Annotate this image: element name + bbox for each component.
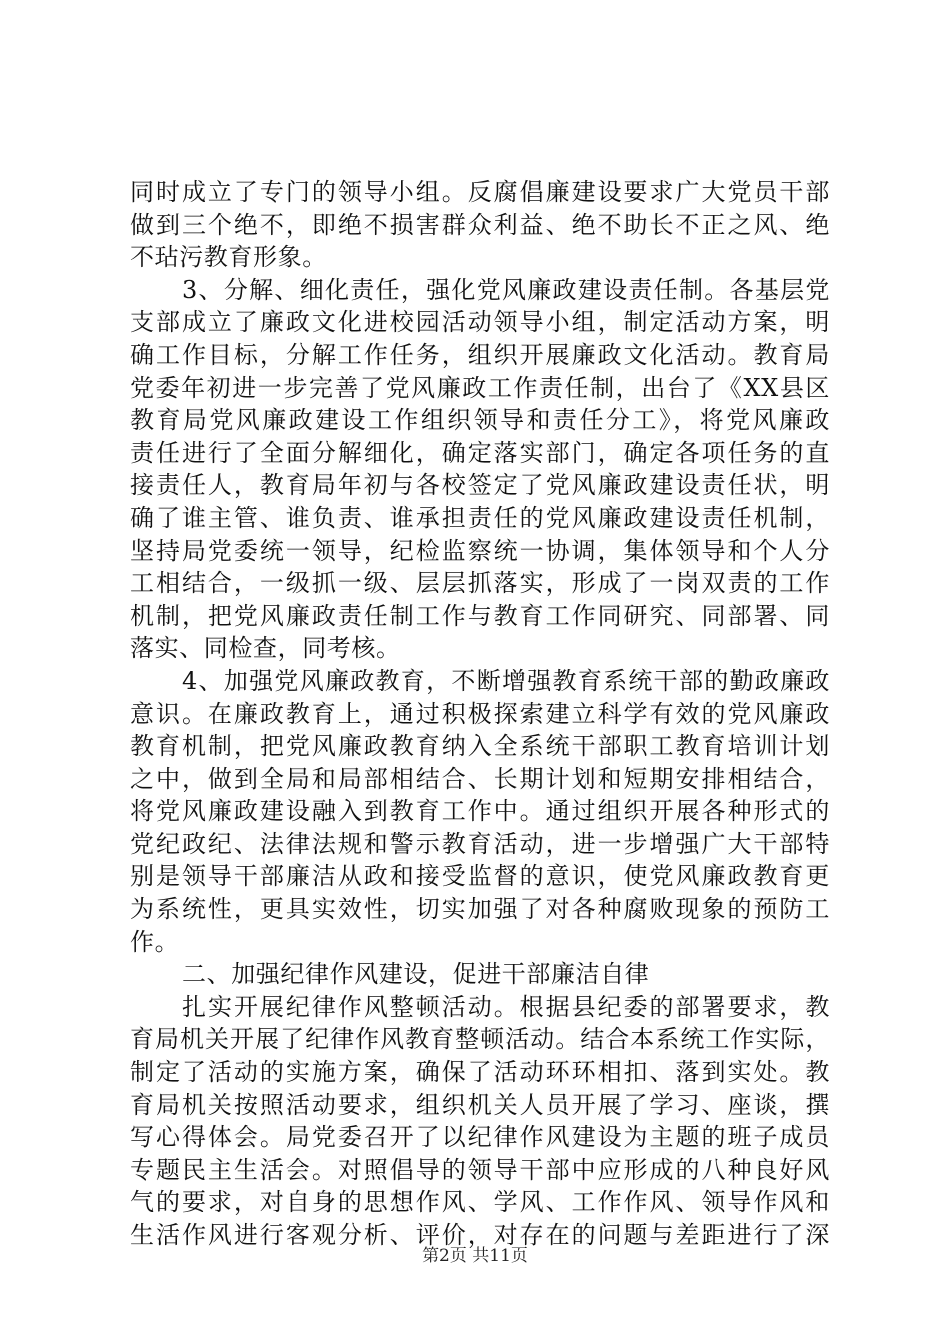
text-line: 同时成立了专门的领导小组。反腐倡廉建设要求广大党员干部 (130, 178, 830, 206)
text-line: 落实、同检查，同考核。 (130, 634, 401, 663)
text-line: 为系统性，更具实效性，切实加强了对各种腐败现象的预防工 (130, 895, 830, 924)
text-line: 确了谁主管、谁负责、谁承担责任的党风廉政建设责任机制， (130, 503, 830, 532)
text-line: 教育局党风廉政建设工作组织领导和责任分工》，将党风廉政 (130, 406, 830, 435)
text-line: 意识。在廉政教育上，通过积极探索建立科学有效的党风廉政 (130, 699, 830, 728)
text-line: 支部成立了廉政文化进校园活动领导小组，制定活动方案，明 (130, 308, 830, 337)
text-line: 生活作风进行客观分析、评价，对存在的问题与差距进行了深 (130, 1221, 830, 1249)
text-line: 之中，做到全局和局部相结合、长期计划和短期安排相结合， (130, 764, 830, 793)
text-line: 责任进行了全面分解细化，确定落实部门，确定各项任务的直 (130, 438, 830, 467)
text-line: 作。 (130, 927, 180, 956)
text-line: 制定了活动的实施方案，确保了活动环环相扣、落到实处。教 (130, 1058, 830, 1087)
text-line: 育局机关按照活动要求，组织机关人员开展了学习、座谈，撰 (130, 1090, 830, 1119)
text-line: 做到三个绝不，即绝不损害群众利益、绝不助长不正之风、绝 (130, 210, 830, 239)
text-line: 党纪政纪、法律法规和警示教育活动，进一步增强广大干部特 (130, 829, 830, 858)
page-number-footer: 第2页 共11页 (422, 1246, 528, 1266)
text-line: 写心得体会。局党委召开了以纪律作风建设为主题的班子成员 (130, 1123, 830, 1152)
text-line: 教育机制，把党风廉政教育纳入全系统干部职工教育培训计划 (130, 732, 830, 761)
text-line: 育局机关开展了纪律作风教育整顿活动。结合本系统工作实际， (130, 1025, 830, 1054)
text-line: 气的要求，对自身的思想作风、学风、工作作风、领导作风和 (130, 1188, 830, 1217)
text-line: 二、加强纪律作风建设，促进干部廉洁自律 (182, 960, 650, 989)
text-line: 不玷污教育形象。 (130, 243, 327, 272)
text-line: 坚持局党委统一领导，纪检监察统一协调，集体领导和个人分 (130, 536, 830, 565)
text-line: 接责任人，教育局年初与各校签定了党风廉政建设责任状，明 (130, 471, 830, 500)
text-line: 确工作目标，分解工作任务，组织开展廉政文化活动。教育局 (130, 340, 830, 369)
text-line: 专题民主生活会。对照倡导的领导干部中应形成的八种良好风 (130, 1155, 830, 1184)
text-line: 扎实开展纪律作风整顿活动。根据县纪委的部署要求，教 (182, 992, 830, 1021)
text-line: 将党风廉政建设融入到教育工作中。通过组织开展各种形式的 (130, 797, 830, 826)
text-line: 4、加强党风廉政教育，不断增强教育系统干部的勤政廉政 (182, 666, 830, 695)
text-line: 别是领导干部廉洁从政和接受监督的意识，使党风廉政教育更 (130, 862, 830, 891)
text-line: 机制，把党风廉政责任制工作与教育工作同研究、同部署、同 (130, 601, 830, 630)
text-line: 工相结合，一级抓一级、层层抓落实，形成了一岗双责的工作 (130, 569, 830, 598)
body-text (130, 176, 830, 1252)
text-line: 3、分解、细化责任，强化党风廉政建设责任制。各基层党 (182, 275, 830, 304)
text-line: 党委年初进一步完善了党风廉政工作责任制，出台了《XX县区 (130, 373, 830, 402)
